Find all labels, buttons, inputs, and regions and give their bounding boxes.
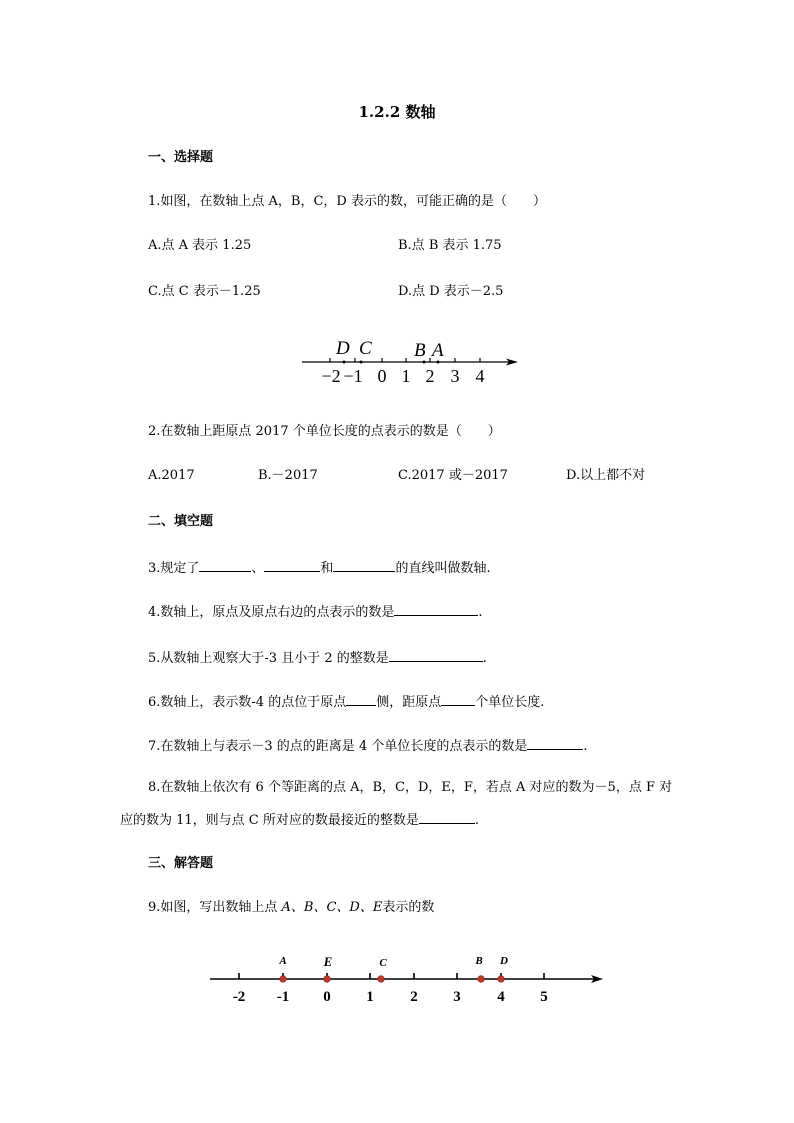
question-1-option-b: B.点 B 表示 1.75	[398, 238, 502, 253]
section-heading-solve: 三、解答题	[148, 856, 214, 871]
tick-label: −2	[321, 366, 341, 386]
question-4-text: .	[478, 605, 483, 620]
page-title: 1.2.2 数轴	[358, 103, 436, 121]
question-5-text: 5.从数轴上观察大于-3 且小于 2 的整数是	[148, 651, 389, 666]
tick-label: 5	[540, 989, 548, 1005]
answer-blank[interactable]	[264, 558, 320, 572]
answer-blank[interactable]	[527, 736, 583, 750]
point-label-a: A	[432, 340, 444, 361]
point-label-d: D	[500, 955, 508, 967]
question-2-option-d: D.以上都不对	[566, 468, 646, 483]
point-e	[324, 976, 331, 983]
question-6-text: 6.数轴上，表示数-4 的点位于原点	[148, 695, 347, 710]
question-9-stem	[148, 900, 434, 916]
point-label-d: D	[336, 338, 350, 359]
answer-blank[interactable]	[346, 692, 376, 706]
question-9-number-line-figure	[205, 948, 610, 1008]
answer-blank[interactable]	[441, 692, 475, 706]
question-3-text: 和	[320, 561, 334, 576]
point-label-c: C	[379, 957, 387, 969]
tick-label: 2	[425, 366, 435, 386]
tick-label: 4	[497, 989, 505, 1005]
question-8-line-1: 8.在数轴上依次有 6 个等距离的点 A，B，C，D，E，F，若点 A 对应的数为－5，点 F 对	[148, 780, 673, 795]
question-3	[148, 558, 491, 577]
question-6	[148, 692, 544, 711]
tick-label: 2	[410, 989, 418, 1005]
question-9-text: 9.如图，写出数轴上点	[148, 900, 282, 915]
tick-label: -2	[232, 989, 246, 1005]
question-1-option-a: A.点 A 表示 1.25	[148, 238, 252, 253]
question-4	[148, 602, 483, 621]
question-9-point-names: A、B、C、D、E	[281, 900, 383, 915]
question-8-text: 应的数为 11，则与点 C 所对应的数最接近的整数是	[120, 813, 419, 828]
question-2-stem: 2.在数轴上距原点 2017 个单位长度的点表示的数是（ ）	[148, 424, 501, 439]
question-8-line-2	[120, 810, 479, 829]
point-d	[498, 976, 505, 983]
section-heading-choice: 一、选择题	[148, 150, 214, 165]
question-5-text: .	[482, 651, 487, 666]
answer-blank[interactable]	[389, 648, 483, 662]
answer-blank[interactable]	[333, 558, 395, 572]
answer-blank[interactable]	[394, 602, 478, 616]
question-6-text: 侧，距原点	[376, 695, 442, 710]
point-label-c: C	[359, 338, 372, 359]
point-b	[478, 976, 485, 983]
question-3-text: 、	[251, 561, 265, 576]
question-1-number-line-figure	[298, 334, 528, 390]
tick-label: 0	[377, 366, 387, 386]
question-7-text: 7.在数轴上与表示－3 的点的距离是 4 个单位长度的点表示的数是	[148, 739, 528, 754]
question-1-option-d: D.点 D 表示－2.5	[398, 284, 504, 299]
question-4-text: 4.数轴上，原点及原点右边的点表示的数是	[148, 605, 395, 620]
question-2-option-a: A.2017	[148, 468, 195, 483]
point-label-a: A	[279, 955, 287, 967]
question-8-text: .	[474, 813, 480, 828]
tick-label: 1	[366, 989, 374, 1005]
tick-label: 3	[453, 989, 461, 1005]
question-1-option-c: C.点 C 表示－1.25	[148, 284, 261, 299]
tick-label: 3	[450, 366, 460, 386]
tick-label: 1	[401, 366, 411, 386]
question-2-option-c: C.2017 或－2017	[398, 468, 508, 483]
question-3-text: 3.规定了	[148, 561, 200, 576]
tick-label: -1	[276, 989, 290, 1005]
question-7	[148, 736, 587, 755]
question-5	[148, 648, 487, 667]
point-label-b: B	[414, 340, 426, 361]
question-1-stem: 1.如图，在数轴上点 A，B，C，D 表示的数，可能正确的是（ ）	[148, 194, 546, 209]
tick-label: 0	[323, 989, 331, 1005]
point-a	[280, 976, 287, 983]
question-3-text: 的直线叫做数轴.	[395, 561, 491, 576]
question-9-text: 表示的数	[382, 900, 435, 915]
tick-label: −1	[343, 366, 363, 386]
tick-label: 4	[475, 366, 485, 386]
point-c	[378, 976, 385, 983]
answer-blank[interactable]	[419, 810, 475, 824]
question-6-text: 个单位长度.	[475, 695, 545, 710]
point-label-e: E	[323, 954, 333, 969]
answer-blank[interactable]	[199, 558, 251, 572]
section-heading-fill-in: 二、填空题	[148, 514, 214, 529]
point-label-b: B	[475, 955, 483, 967]
question-2-option-b: B.－2017	[258, 468, 318, 483]
question-7-text: .	[583, 739, 588, 754]
